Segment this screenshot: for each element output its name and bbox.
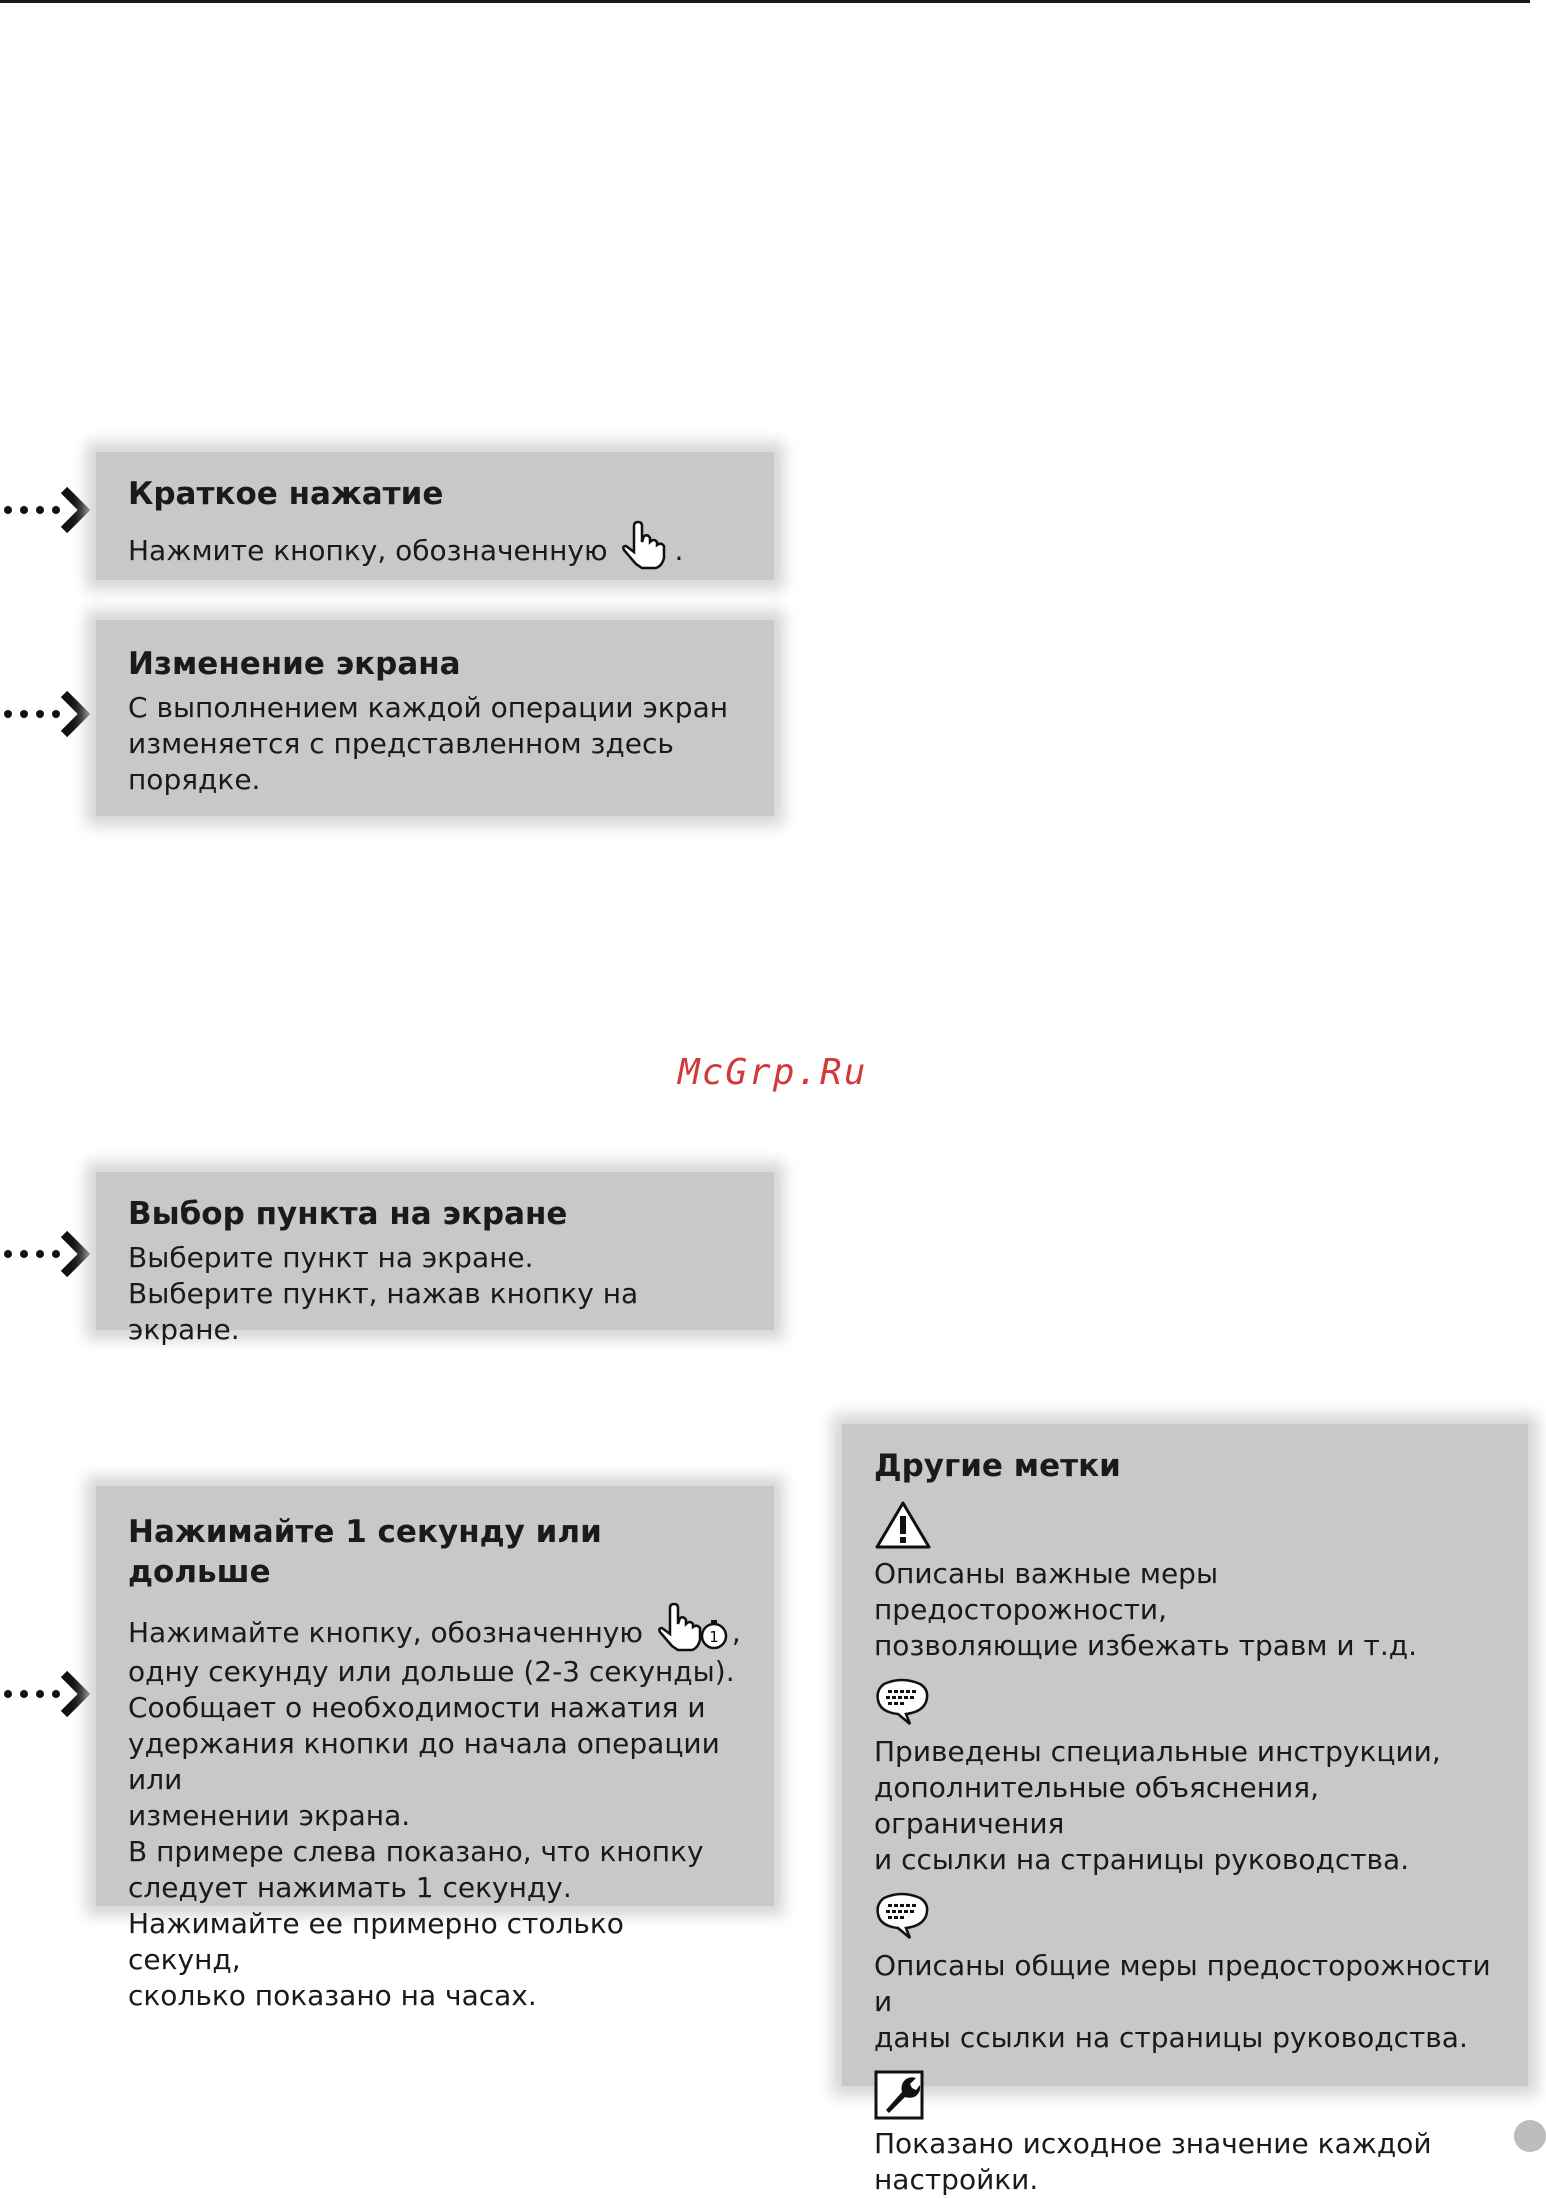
long-press-line: Нажимайте ее примерно столько секунд, [128, 1907, 624, 1976]
long-press-first-line [128, 1602, 742, 1654]
page-marker-dot [1514, 2120, 1546, 2152]
item-select-line: Выберите пункт на экране. [128, 1241, 534, 1274]
wrench-icon [874, 2070, 926, 2120]
other-mark-line: Приведены специальные инструкции, [874, 1735, 1441, 1768]
long-press-line: удержания кнопки до начала операции или [128, 1727, 720, 1796]
screen-change-title: Изменение экрана [128, 646, 461, 682]
dotted-arrow-icon [0, 480, 96, 540]
long-press-title: Нажимайте 1 секунду или дольше [128, 1514, 602, 1590]
watermark: McGrp.Ru [678, 1052, 868, 1093]
short-press-title: Краткое нажатие [128, 476, 444, 512]
other-mark-item [874, 2070, 1496, 2198]
other-mark-item [874, 1892, 1496, 2056]
other-mark-item [874, 1500, 1496, 1664]
item-select-title: Выбор пункта на экране [128, 1196, 568, 1232]
item-select-line: Выберите пункт, нажав кнопку на экране. [128, 1277, 639, 1346]
speech-bubble-icon [874, 1892, 930, 1942]
long-press-text-before: Нажимайте кнопку, обозначенную [128, 1616, 643, 1649]
long-press-line: одну секунду или дольше (2-3 секунды). [128, 1655, 735, 1688]
other-mark-line: настройки. [874, 2163, 1039, 2196]
other-mark-line: и ссылки на страницы руководства. [874, 1843, 1410, 1876]
item-select-box [96, 1172, 774, 1346]
screen-change-line: С выполнением каждой операции экран [128, 691, 729, 724]
long-press-box [96, 1486, 774, 2012]
speech-bubble-icon [874, 1678, 930, 1728]
long-press-line: сколько показано на часах. [128, 1979, 537, 2012]
long-press-line: следует нажимать 1 секунду. [128, 1871, 572, 1904]
dotted-arrow-icon [0, 684, 96, 744]
warning-triangle-icon [874, 1500, 932, 1550]
svg-text:1: 1 [709, 1628, 719, 1646]
finger-press-timer-icon [652, 1602, 732, 1654]
long-press-line: изменении экрана. [128, 1799, 411, 1832]
finger-press-icon [616, 520, 674, 572]
screen-change-line: порядке. [128, 763, 261, 796]
other-mark-line: позволяющие избежать травм и т.д. [874, 1629, 1417, 1662]
short-press-text [128, 520, 742, 572]
long-press-line: В примере слева показано, что кнопку [128, 1835, 704, 1868]
other-mark-line: Описаны важные меры предосторожности, [874, 1557, 1219, 1626]
other-mark-line: Показано исходное значение каждой [874, 2127, 1432, 2160]
other-mark-line: даны ссылки на страницы руководства. [874, 2021, 1468, 2054]
other-marks-box [842, 1424, 1528, 2196]
short-press-box [96, 452, 774, 580]
screen-change-box [96, 620, 774, 816]
long-press-text-after: , [731, 1616, 741, 1649]
long-press-line: Сообщает о необходимости нажатия и [128, 1691, 706, 1724]
other-mark-line: дополнительные объяснения, ограничения [874, 1771, 1320, 1840]
dotted-arrow-icon [0, 1664, 96, 1724]
short-press-text-before: Нажмите кнопку, обозначенную [128, 534, 608, 567]
short-press-text-after: . [674, 534, 684, 567]
other-mark-item [874, 1678, 1496, 1878]
screen-change-line: изменяется с представленном здесь [128, 727, 674, 760]
other-mark-line: Описаны общие меры предосторожности и [874, 1949, 1491, 2018]
top-rule [0, 0, 1530, 3]
other-marks-title: Другие метки [874, 1448, 1121, 1484]
dotted-arrow-icon [0, 1224, 96, 1284]
